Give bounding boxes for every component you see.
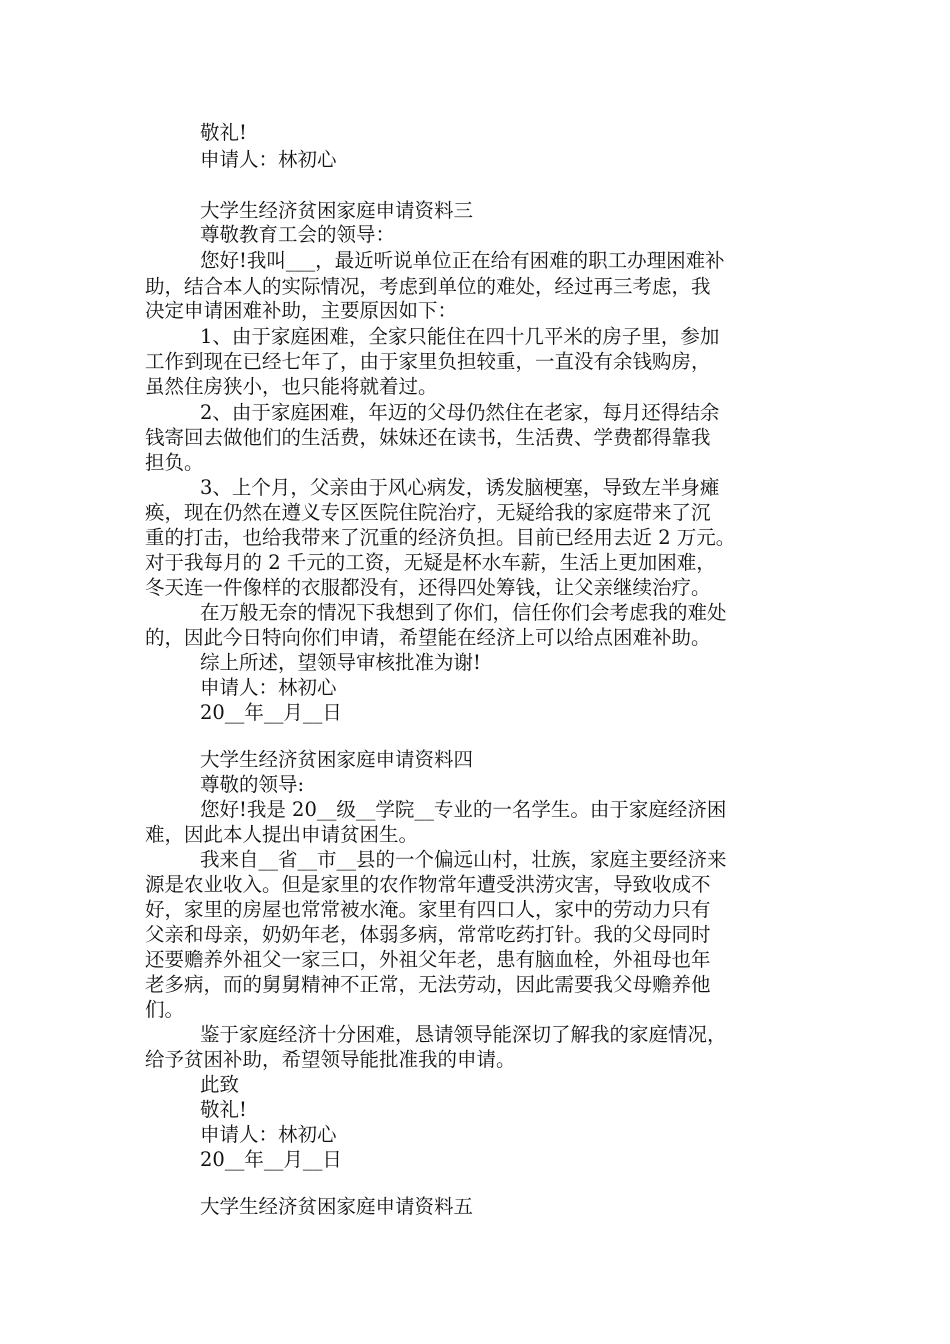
text-line: 钱寄回去做他们的生活费，妹妹还在读书，生活费、学费都得靠我 [145,426,711,449]
text-line: 还要赡养外祖父一家三口，外祖父年老，患有脑血栓，外祖母也年 [145,948,711,971]
text-line: 助，结合本人的实际情况，考虑到单位的难处，经过再三考虑，我 [145,275,711,298]
text-line: 好，家里的房屋也常常被水淹。家里有四口人，家中的劳动力只有 [145,898,711,921]
text-line: 2、由于家庭困难，年迈的父母仍然住在老家，每月还得结余 [200,401,720,424]
text-line: 鉴于家庭经济十分困难，恳请领导能深切了解我的家庭情况， [200,1023,727,1046]
text-line: 此致 [200,1073,240,1096]
text-line: 敬礼! [200,121,247,144]
text-line: 老多病，而的舅舅精神不正常，无法劳动，因此需要我父母赡养他 [145,973,711,996]
text-line: 申请人：林初心 [200,148,337,171]
text-line: 1、由于家庭困难，全家只能住在四十几平米的房子里，参加 [200,325,720,348]
text-line: 难，因此本人提出申请贫困生。 [145,823,419,846]
text-line: 在万般无奈的情况下我想到了你们，信任你们会考虑我的难处 [200,601,727,624]
text-line: 我来自__省__市__县的一个偏远山村，壮族，家庭主要经济来 [200,848,727,871]
text-line: 敬礼! [200,1098,247,1121]
signature-line: 申请人：林初心 [200,676,337,699]
text-line: 们。 [145,998,185,1021]
text-line: 工作到现在已经七年了，由于家里负担较重，一直没有余钱购房， [145,350,711,373]
text-line: 担负。 [145,451,204,474]
text-line: 您好!我叫___，最近听说单位正在给有困难的职工办理困难补 [200,249,725,272]
salutation: 尊敬教育工会的领导： [200,223,396,246]
section-heading: 大学生经济贫困家庭申请资料三 [200,199,474,222]
text-line: 痪，现在仍然在遵义专区医院住院治疗，无疑给我的家庭带来了沉 [145,501,711,524]
section-heading: 大学生经济贫困家庭申请资料四 [200,748,474,771]
text-line: 的，因此今日特向你们申请，希望能在经济上可以给点困难补助。 [145,626,711,649]
section-heading: 大学生经济贫困家庭申请资料五 [200,1195,474,1218]
date-line: 20__年__月__日 [200,701,342,724]
text-line: 冬天连一件像样的衣服都没有，还得四处筹钱，让父亲继续治疗。 [145,576,711,599]
text-line: 综上所述，望领导审核批准为谢! [200,651,481,674]
text-line: 虽然住房狭小，也只能将就着过。 [145,375,438,398]
text-line: 源是农业收入。但是家里的农作物常年遭受洪涝灾害，导致收成不 [145,873,711,896]
text-line: 3、上个月，父亲由于风心病发，诱发脑梗塞，导致左半身瘫 [200,476,720,499]
text-line: 父亲和母亲，奶奶年老，体弱多病，常常吃药打针。我的父母同时 [145,923,711,946]
salutation: 尊敬的领导: [200,773,305,796]
date-line: 20__年__月__日 [200,1148,342,1171]
text-line: 给予贫困补助，希望领导能批准我的申请。 [145,1048,516,1071]
text-line: 重的打击，也给我带来了沉重的经济负担。目前已经用去近 2 万元。 [145,526,736,549]
text-line: 决定申请困难补助，主要原因如下： [145,299,458,322]
text-line: 对于我每月的 2 千元的工资，无疑是杯水车薪，生活上更加困难， [145,551,716,574]
text-line: 您好!我是 20__级__学院__专业的一名学生。由于家庭经济困 [200,798,727,821]
signature-line: 申请人：林初心 [200,1123,337,1146]
